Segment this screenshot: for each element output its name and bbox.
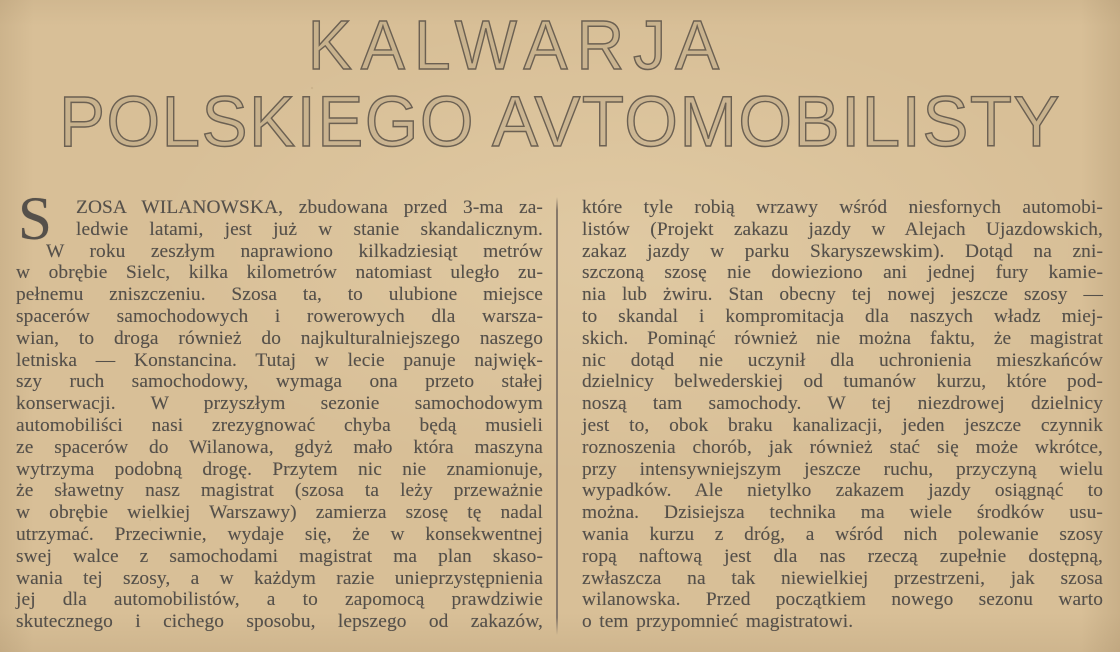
text-line: pełnemu zniszczeniu. Szosa ta, to ulubione miejsce bbox=[16, 284, 543, 306]
text-line: można. Dzisiejsza technika ma wiele środków usu- bbox=[582, 502, 1103, 524]
column-divider-rule bbox=[556, 197, 558, 635]
text-line: które tyle robią wrzawy wśród niesfornych automobi- bbox=[582, 197, 1103, 218]
text-line: konserwacji. W przyszłym sezonie samochodowym bbox=[16, 393, 543, 415]
text-line: ze spacerów do Wilanowa, gdyż mało która maszyna bbox=[16, 436, 543, 458]
text-line: wilanowska. Przed początkiem nowego sezonu warto bbox=[582, 589, 1103, 611]
text-line: ropą naftową jest dla nas rzeczą zupełnie dostępną, bbox=[582, 545, 1103, 567]
lead-lines bbox=[76, 197, 543, 241]
text-line: jest to, obok braku kanalizacji, jeden jeszcze czynnik bbox=[582, 414, 1103, 436]
text-line: spacerów samochodowych i rowerowych dla warsza- bbox=[16, 305, 543, 327]
text-line: noszą tam samochody. W tej niezdrowej dzielnicy bbox=[582, 393, 1103, 415]
text-line: zwłaszcza na tak niewielkiej przestrzeni, jak szosa bbox=[582, 567, 1103, 589]
text-line: nia lub żwiru. Stan obecny tej nowej jeszcze szosy — bbox=[582, 284, 1103, 306]
text-line: skich. Pominąć również nie można faktu, że magistrat bbox=[582, 327, 1103, 349]
text-line: wypadków. Ale nietylko zakazem jazdy osiągnąć to bbox=[582, 480, 1103, 502]
text-line: ZOSA WILANOWSKA, zbudowana przed 3-ma za- bbox=[76, 197, 543, 218]
text-line: jej dla automobilistów, a to zapomocą prawdziwie bbox=[16, 589, 543, 611]
article-headline bbox=[0, 6, 1120, 162]
text-line: zakaz jazdy w parku Skaryszewskim). Dotąd na zni- bbox=[582, 240, 1103, 262]
text-line: wytrzyma podobną drogę. Przytem nic nie znamionuje, bbox=[16, 458, 543, 480]
text-line: dzielnicy belwederskiej od tumanów kurzu, które pod- bbox=[582, 371, 1103, 393]
article-body bbox=[16, 186, 1104, 652]
headline-line-1: KALWARJA bbox=[307, 6, 729, 84]
text-line: ledwie latami, jest już w stanie skandalicznym. bbox=[76, 218, 543, 240]
text-line: przy intensywniejszym jeszcze ruchu, przyczyną wielu bbox=[582, 458, 1103, 480]
left-column-lines bbox=[16, 241, 543, 633]
text-line: to skandal i kompromitacja dla naszych władz miej- bbox=[582, 305, 1103, 327]
text-line: szy ruch samochodowy, wymaga ona przeto stałej bbox=[16, 371, 543, 393]
text-line: w obrębie wielkiej Warszawy) zamierza szosę tę nadal bbox=[16, 502, 543, 524]
text-line: że sławetny nasz magistrat (szosa ta leży przeważnie bbox=[16, 480, 543, 502]
drop-cap: S bbox=[18, 186, 53, 253]
text-line: wania kurzu z dróg, a wśród nich polewanie szosy bbox=[582, 523, 1103, 545]
text-line: wania tej szosy, a w każdym razie unieprzystępnienia bbox=[16, 567, 543, 589]
text-line: o tem przypomnieć magistratowi. bbox=[582, 611, 854, 633]
text-line: w obrębie Sielc, kilka kilometrów natomiast uległo zu- bbox=[16, 262, 543, 284]
text-line: listów (Projekt zakazu jazdy w Alejach Ujazdowskich, bbox=[582, 218, 1103, 240]
headline-line-2: POLSKIEGO AVTOMOBILISTY bbox=[58, 81, 1062, 162]
column-left bbox=[16, 186, 543, 652]
text-line: utrzymać. Przeciwnie, wydaje się, że w konsekwentnej bbox=[16, 523, 543, 545]
text-line: automobiliści nasi zrezygnować chyba będą musieli bbox=[16, 414, 543, 436]
text-line: roznoszenia chorób, jak również stać się może wkrótce, bbox=[582, 436, 1103, 458]
text-line: skutecznego i cichego sposobu, lepszego od zakazów, bbox=[16, 611, 543, 633]
text-line: swej walce z samochodami magistrat ma plan skaso- bbox=[16, 545, 543, 567]
text-line: wian, to droga również do najkulturalniejszego naszego bbox=[16, 327, 543, 349]
right-column-lines bbox=[582, 197, 1103, 633]
text-line: letniska — Konstancina. Tutaj w lecie panuje najwięk- bbox=[16, 349, 543, 371]
text-line: nic dotąd nie uczynił dla uchronienia mieszkańców bbox=[582, 349, 1103, 371]
text-line: szczoną szosę nie dowieziono ani jednej fury kamie- bbox=[582, 262, 1103, 284]
column-right bbox=[582, 197, 1103, 652]
text-line: W roku zeszłym naprawiono kilkadziesiąt metrów bbox=[46, 240, 543, 262]
